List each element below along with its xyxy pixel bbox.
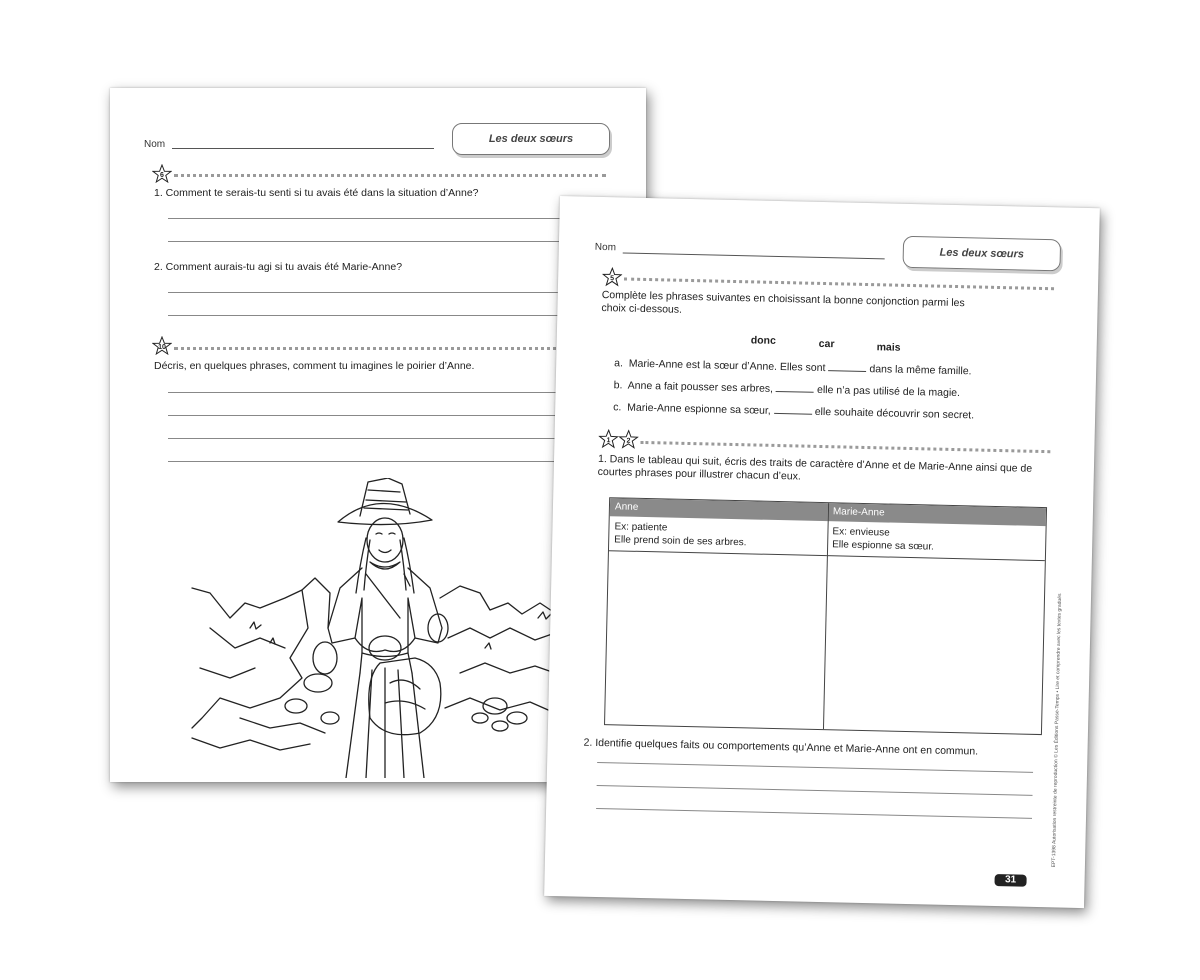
answer-line [168, 315, 606, 316]
section-divider [624, 277, 1054, 290]
star-badge-icon: 5 [602, 267, 622, 287]
nom-label: Nom [594, 241, 617, 254]
answer-line [168, 218, 606, 219]
answer-line [168, 438, 606, 439]
answer-line [597, 785, 1033, 796]
answer-line [168, 292, 606, 293]
question-3: Décris, en quelques phrases, comment tu imagines le poirier d’Anne. [154, 360, 475, 372]
answer-line [168, 241, 606, 242]
question-1: 1. Comment te serais-tu senti si tu avais été dans la situation d’Anne? [154, 187, 479, 199]
girl-with-pears-illustration [190, 478, 560, 778]
section-divider [174, 347, 606, 350]
answer-line [596, 808, 1032, 819]
answer-line [168, 392, 606, 393]
sentence-b: b. Anne a fait pousser ses arbres, elle n’a pas utilisé de la magie. [613, 379, 961, 400]
star-badge-icon: 1 [598, 429, 618, 449]
table-header-marie-anne: Marie-Anne [828, 503, 1046, 526]
answer-line [168, 461, 606, 462]
instruction-text: Complète les phrases suivantes en choisissant la bonne conjonction parmi les choix ci-dessous. [601, 288, 965, 316]
nom-line [623, 252, 885, 259]
table-cell-marie-anne-example[interactable]: Ex: envieuse Elle espionne sa sœur. [832, 526, 934, 553]
sentence-a: a. Marie-Anne est la sœur d’Anne. Elles sont dans la même famille. [614, 357, 972, 378]
section-divider [174, 174, 606, 177]
blank-field[interactable] [776, 391, 814, 393]
copyright-note: EPT-1398 Autorisation restreinte de reproduction © Les Éditions Passe-Temps • Lire et comprendre avec les textes gradués [1050, 593, 1064, 868]
choice-word: donc [750, 334, 776, 347]
question-1: 1. Dans le tableau qui suit, écris des traits de caractère d’Anne et de Marie-Anne ainsi que de courtes phrases pour illustrer chacun d’eux. [597, 452, 1033, 483]
right-worksheet-page [544, 196, 1100, 908]
worksheet-title: Les deux sœurs [902, 236, 1061, 272]
section-divider [640, 441, 1050, 453]
worksheet-title: Les deux sœurs [452, 123, 610, 155]
blank-field[interactable] [774, 413, 812, 415]
choice-word: mais [876, 341, 901, 354]
answer-line [168, 415, 606, 416]
nom-line [172, 148, 434, 149]
sentence-c: c. Marie-Anne espionne sa sœur, elle souhaite découvrir son secret. [613, 401, 975, 422]
star-badge-icon: 2 [618, 429, 638, 449]
question-2: 2. Comment aurais-tu agi si tu avais été Marie-Anne? [154, 261, 403, 273]
blank-field[interactable] [828, 370, 866, 372]
choice-word: car [818, 337, 835, 351]
table-header-anne: Anne [610, 498, 828, 521]
nom-label: Nom [144, 139, 166, 150]
star-badge-icon: 10 [152, 336, 172, 356]
answer-line [597, 762, 1033, 773]
star-badge-icon: 6 [152, 164, 172, 184]
question-2: 2. Identifie quelques faits ou comportements qu’Anne et Marie-Anne ont en commun. [583, 736, 979, 758]
page-number: 31 [994, 874, 1026, 887]
table-cell-anne-example[interactable]: Ex: patiente Elle prend soin de ses arbres. [614, 521, 747, 549]
traits-table [604, 497, 1047, 735]
